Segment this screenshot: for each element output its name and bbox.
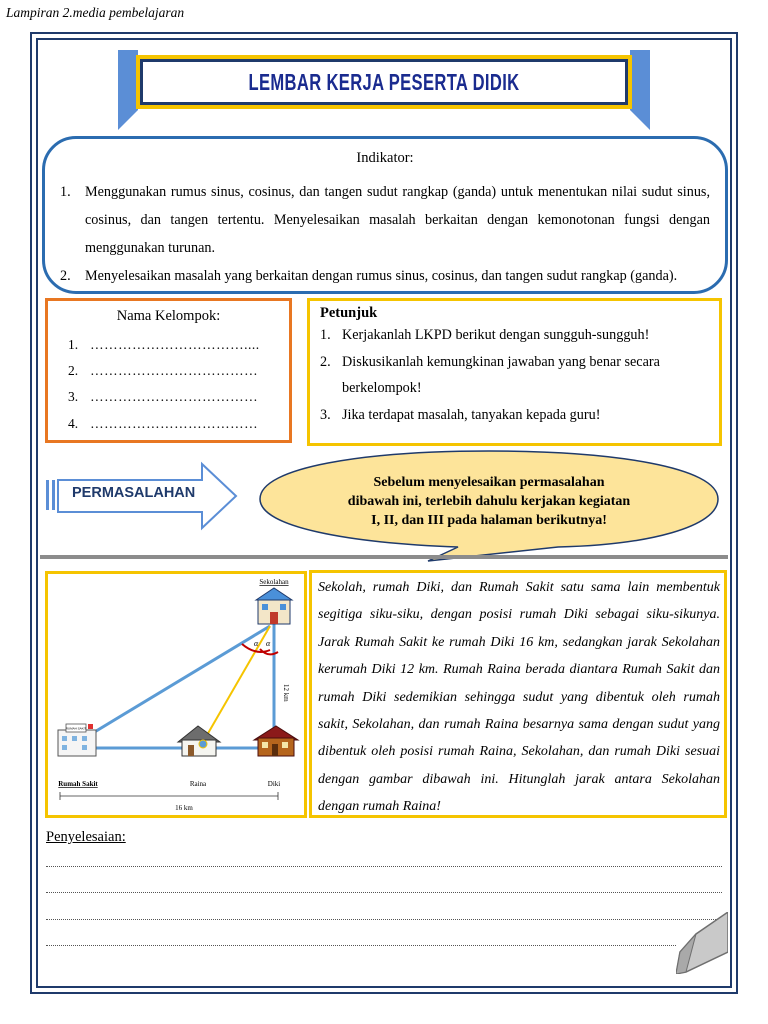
section-divider <box>40 555 728 559</box>
petunjuk-item-text: Jika terdapat masalah, tanyakan kepada guru! <box>342 406 601 423</box>
indikator-item-number: 1. <box>60 184 71 200</box>
petunjuk-item-number: 3. <box>320 406 331 423</box>
petunjuk-item-text: Kerjakanlah LKPD berikut dengan sungguh-sungguh! <box>342 327 650 343</box>
indikator-heading: Indikator: <box>356 150 414 166</box>
kelompok-row[interactable] <box>68 389 258 405</box>
angle-label: α <box>266 639 271 648</box>
answer-line[interactable] <box>46 866 722 867</box>
petunjuk-item-number: 1. <box>320 327 331 343</box>
kelompok-fill-line[interactable]: ……………………………… <box>90 363 259 378</box>
page-title: LEMBAR KERJA PESERTA DIDIK <box>248 68 520 95</box>
kelompok-row-number: 1. <box>68 337 79 352</box>
kelompok-fill-line[interactable]: …………………………….... <box>90 337 260 352</box>
angle-label: α <box>254 639 259 648</box>
label-rumah-sakit: Rumah Sakit <box>58 780 98 788</box>
hospital-sign: RUMAH SAKIT <box>65 726 87 731</box>
kelompok-row-number: 2. <box>68 363 79 378</box>
petunjuk-item <box>320 322 710 349</box>
answer-line[interactable] <box>46 892 722 893</box>
label-sekolahan: Sekolahan <box>259 578 289 586</box>
indikator-item-text: Menyelesaikan masalah yang berkaitan dengan rumus sinus, cosinus, dan tangen sudut rangkap (ganda). <box>85 268 678 284</box>
callout-line: Sebelum menyelesaikan permasalahan <box>373 475 605 490</box>
callout-text <box>300 473 678 530</box>
indikator-item <box>60 178 710 262</box>
petunjuk-list <box>320 322 710 428</box>
answer-line[interactable] <box>46 945 676 946</box>
petunjuk-item <box>320 349 710 402</box>
answer-line[interactable] <box>46 919 722 920</box>
kelompok-row[interactable] <box>68 363 258 379</box>
page-curl-icon <box>676 912 728 974</box>
kelompok-heading: Nama Kelompok: <box>116 308 221 324</box>
petunjuk-heading: Petunjuk <box>320 305 378 321</box>
indikator-item <box>60 262 710 290</box>
raina-line <box>203 626 270 742</box>
diki-house-icon <box>254 726 298 756</box>
permasalahan-label: PERMASALAHAN <box>72 485 196 501</box>
petunjuk-item <box>320 402 710 429</box>
kelompok-fill-line[interactable]: ……………………………… <box>90 389 259 404</box>
label-12km: 12 km <box>282 684 290 702</box>
indikator-item-text: Menggunakan rumus sinus, cosinus, dan tangen sudut rangkap (ganda) untuk menentukan nilai sudut sinus, cosinus, dan tangen tertentu. Menyelesaikan masalah berkaitan dengan kemonotonan fungsi dengan menggunakan turunan. <box>85 184 710 256</box>
indikator-item-number: 2. <box>60 268 71 284</box>
penyelesaian-heading: Penyelesaian: <box>46 829 126 845</box>
kelompok-row-number: 3. <box>68 389 79 404</box>
label-16km: 16 km <box>175 804 193 812</box>
indikator-list <box>60 178 710 290</box>
petunjuk-item-number: 2. <box>320 353 331 370</box>
ribbon-left-fold <box>118 50 138 130</box>
callout-line: I, II, dan III pada halaman berikutnya! <box>371 513 607 528</box>
kelompok-fill-line[interactable]: ……………………………… <box>90 416 259 431</box>
ribbon-right-fold <box>630 50 650 130</box>
school-icon <box>256 588 292 624</box>
raina-house-icon <box>178 726 220 756</box>
label-diki: Diki <box>267 780 281 788</box>
triangle-diagram <box>48 574 304 815</box>
kelompok-row[interactable] <box>68 416 258 432</box>
hypotenuse-line <box>78 626 270 742</box>
page-caption: Lampiran 2.media pembelajaran <box>6 5 185 20</box>
kelompok-row-number: 4. <box>68 416 79 431</box>
callout-line: dibawah ini, terlebih dahulu kerjakan kegiatan <box>347 494 631 509</box>
label-raina: Raina <box>189 780 207 788</box>
problem-story: Sekolah, rumah Diki, dan Rumah Sakit satu sama lain membentuk segitiga siku-siku, dengan posisi rumah Diki sebagai siku-sikunya. Jarak Rumah Sakit ke rumah Diki 16 km, sedangkan jarak Sekolahan kerumah Diki 12 km. Rumah Raina berada diantara Rumah Sakit dan rumah Diki sedemikian sehingga sudut yang dibentuk oleh rumah sakit, Sekolahan, dan rumah Raina besarnya sama dengan sudut yang dibentuk oleh posisi rumah Raina, Sekolahan, dan rumah Diki sesuai dengan gambar dibawah ini. Hitunglah jarak antara Sekolahan dengan rumah Raina! <box>318 580 720 815</box>
kelompok-row[interactable] <box>68 337 260 353</box>
petunjuk-item-text: Diskusikanlah kemungkinan jawaban yang benar secara berkelompok! <box>342 353 660 396</box>
